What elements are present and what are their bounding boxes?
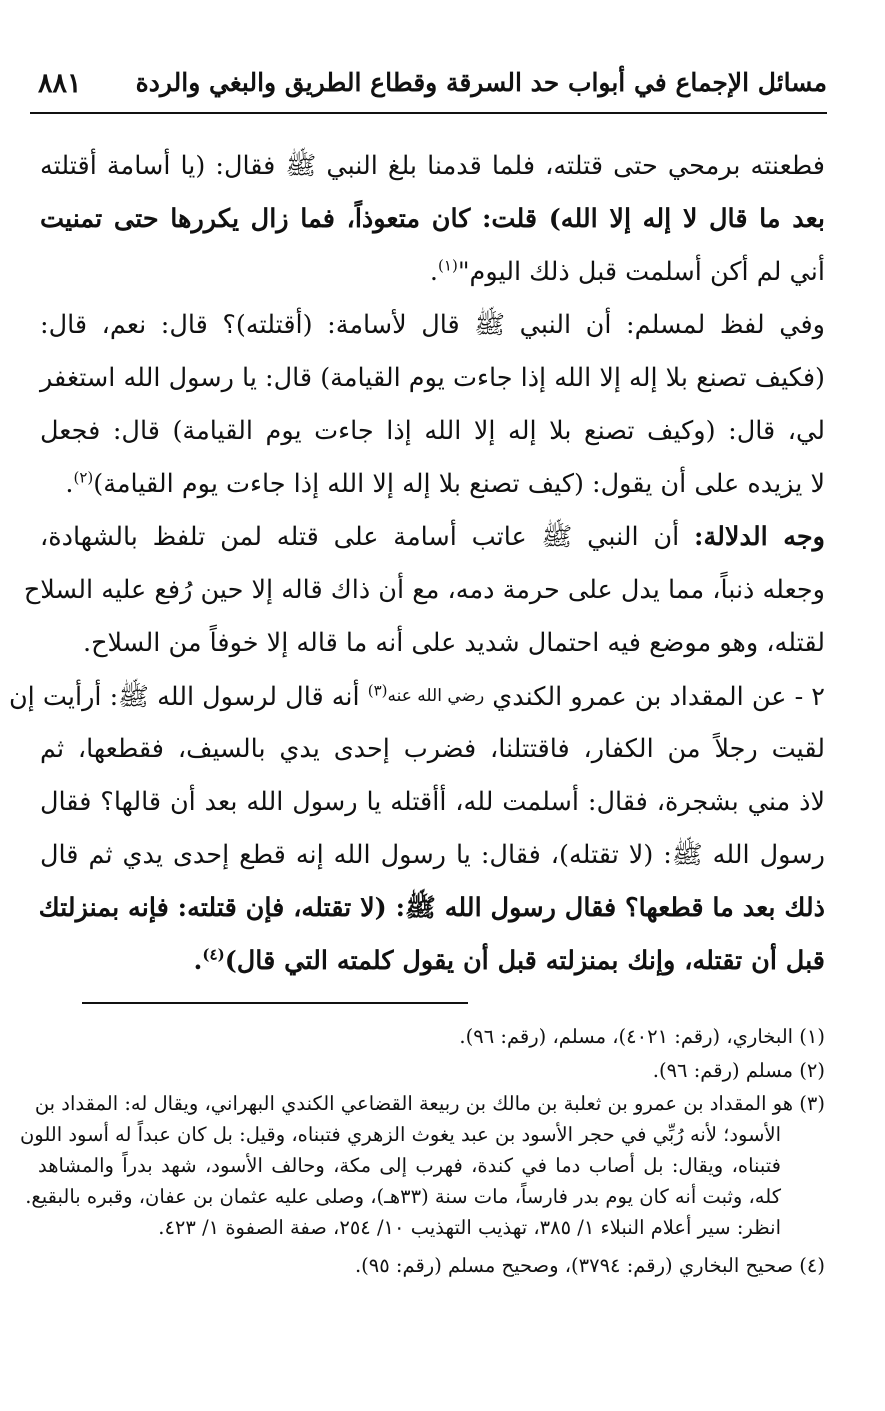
text-line: لقتله، وهو موضع فيه احتمال شديد على أنه ما قاله إلا خوفاً من السلاح. [82, 628, 825, 658]
text-segment: لا يزيده على أن يقول: (كيف تصنع بلا إله إلا الله إذا جاءت يوم القيامة) [93, 469, 825, 499]
text-segment: أنه قال لرسول الله ﷺ: أرأيت إن [8, 682, 368, 712]
text-line [8, 670, 825, 723]
footnote-ref: (٤) [202, 945, 225, 964]
text-line: رسول الله ﷺ: (لا تقتله)، فقال: يا رسول الله إنه قطع إحدى يدي ثم قال [40, 840, 825, 870]
footnote-3-line: (٣) هو المقداد بن عمرو بن ثعلبة بن مالك بن ربيعة القضاعي الكندي البهراني، ويقال له: المقداد بن [34, 1092, 825, 1115]
text-segment: قبل أن تقتله، وإنك بمنزلته قبل أن يقول كلمته التي قال) [224, 946, 825, 976]
honorific-glyph: رضي الله عنه [387, 686, 485, 706]
text-line: ذلك بعد ما قطعها؟ فقال رسول الله ﷺ: (لا تقتله، فإن قتلته: فإنه بمنزلتك [38, 893, 825, 923]
footnote-ref: (٣) [367, 681, 388, 700]
page-number: ٨٨١ [38, 68, 82, 99]
footnote-ref: (٢) [73, 468, 94, 487]
text-line: بعد ما قال لا إله إلا الله) قلت: كان متعوذاً، فما زال يكررها حتى تمنيت [40, 204, 825, 234]
footnote-3-line: فتبناه، ويقال: بل أصاب دما في كندة، فهرب إلى مكة، وحالف الأسود، شهد بدراً والمشاهد [38, 1154, 781, 1177]
footnote-3-line: كله، وثبت أنه كان يوم بدر فارساً، مات سنة (٣٣هـ)، وصلى عليه عثمان بن عفان، وقبره بالبقيع. [25, 1185, 781, 1208]
text-line: لاذ مني بشجرة، فقال: أسلمت لله، أأقتله يا رسول الله بعد أن قالها؟ فقال [40, 787, 825, 817]
footnote-separator [82, 1002, 468, 1004]
text-segment: أن النبي ﷺ عاتب أسامة على قتله لمن تلفظ بالشهادة، [40, 522, 695, 552]
running-title: مسائل الإجماع في أبواب حد السرقة وقطاع الطريق والبغي والردة [135, 68, 827, 97]
text-segment: أني لم أكن أسلمت قبل ذلك اليوم" [457, 257, 825, 287]
footnote-4: (٤) صحيح البخاري (رقم: ٣٧٩٤)، وصحيح مسلم (رقم: ٩٥). [354, 1254, 825, 1277]
text-line: لي، قال: (وكيف تصنع بلا إله إلا الله إذا جاءت يوم القيامة) قال: فجعل [40, 416, 825, 446]
footnote-1: (١) البخاري، (رقم: ٤٠٢١)، مسلم، (رقم: ٩٦). [459, 1025, 825, 1048]
footnote-3-line: انظر: سير أعلام النبلاء ١/ ٣٨٥، تهذيب التهذيب ١٠/ ٢٥٤، صفة الصفوة ١/ ٤٢٣. [158, 1216, 781, 1239]
page-header [38, 68, 827, 108]
text-line: فطعنته برمحي حتى قتلته، فلما قدمنا بلغ النبي ﷺ فقال: (يا أسامة أقتلته [40, 151, 825, 181]
text-line [40, 511, 825, 564]
text-line: لقيت رجلاً من الكفار، فاقتتلنا، فضرب إحدى يدي بالسيف، فقطعها، ثم [40, 734, 825, 764]
text-line: لا يزيده على أن يقول: (كيف تصنع بلا إله إلا الله إذا جاءت يوم القيامة)$^{(٢)}$. [65, 468, 825, 499]
text-line: أني لم أكن أسلمت قبل ذلك اليوم"$^{(١)}$. [429, 256, 825, 287]
text-segment: ٢ - عن المقداد بن عمرو الكندي [484, 682, 825, 712]
footnote-2: (٢) مسلم (رقم: ٩٦). [652, 1059, 825, 1082]
footnote-3-line: الأسود؛ لأنه رُبِّي في حجر الأسود بن عبد يغوث الزهري فتبناه، وقيل: بل كان عبداً له أسود اللون [19, 1123, 781, 1146]
text-line: (فكيف تصنع بلا إله إلا الله إذا جاءت يوم القيامة) قال: يا رسول الله استغفر [39, 363, 825, 393]
section-label: وجه الدلالة: [694, 522, 825, 552]
header-rule [30, 112, 827, 114]
footnotes [19, 1020, 825, 1283]
main-text [8, 140, 825, 988]
text-line: وجعله ذنباً، مما يدل على حرمة دمه، مع أن ذاك قاله إلا حين رُفع عليه السلاح [23, 575, 825, 605]
text-line: قبل أن تقتله، وإنك بمنزلته قبل أن يقول كلمته التي قال)$^{(٤)}$. [193, 945, 825, 976]
footnote-ref: (١) [438, 256, 458, 275]
text-line: وفي لفظ لمسلم: أن النبي ﷺ قال لأسامة: (أقتلته)؟ قال: نعم، قال: [40, 310, 825, 340]
